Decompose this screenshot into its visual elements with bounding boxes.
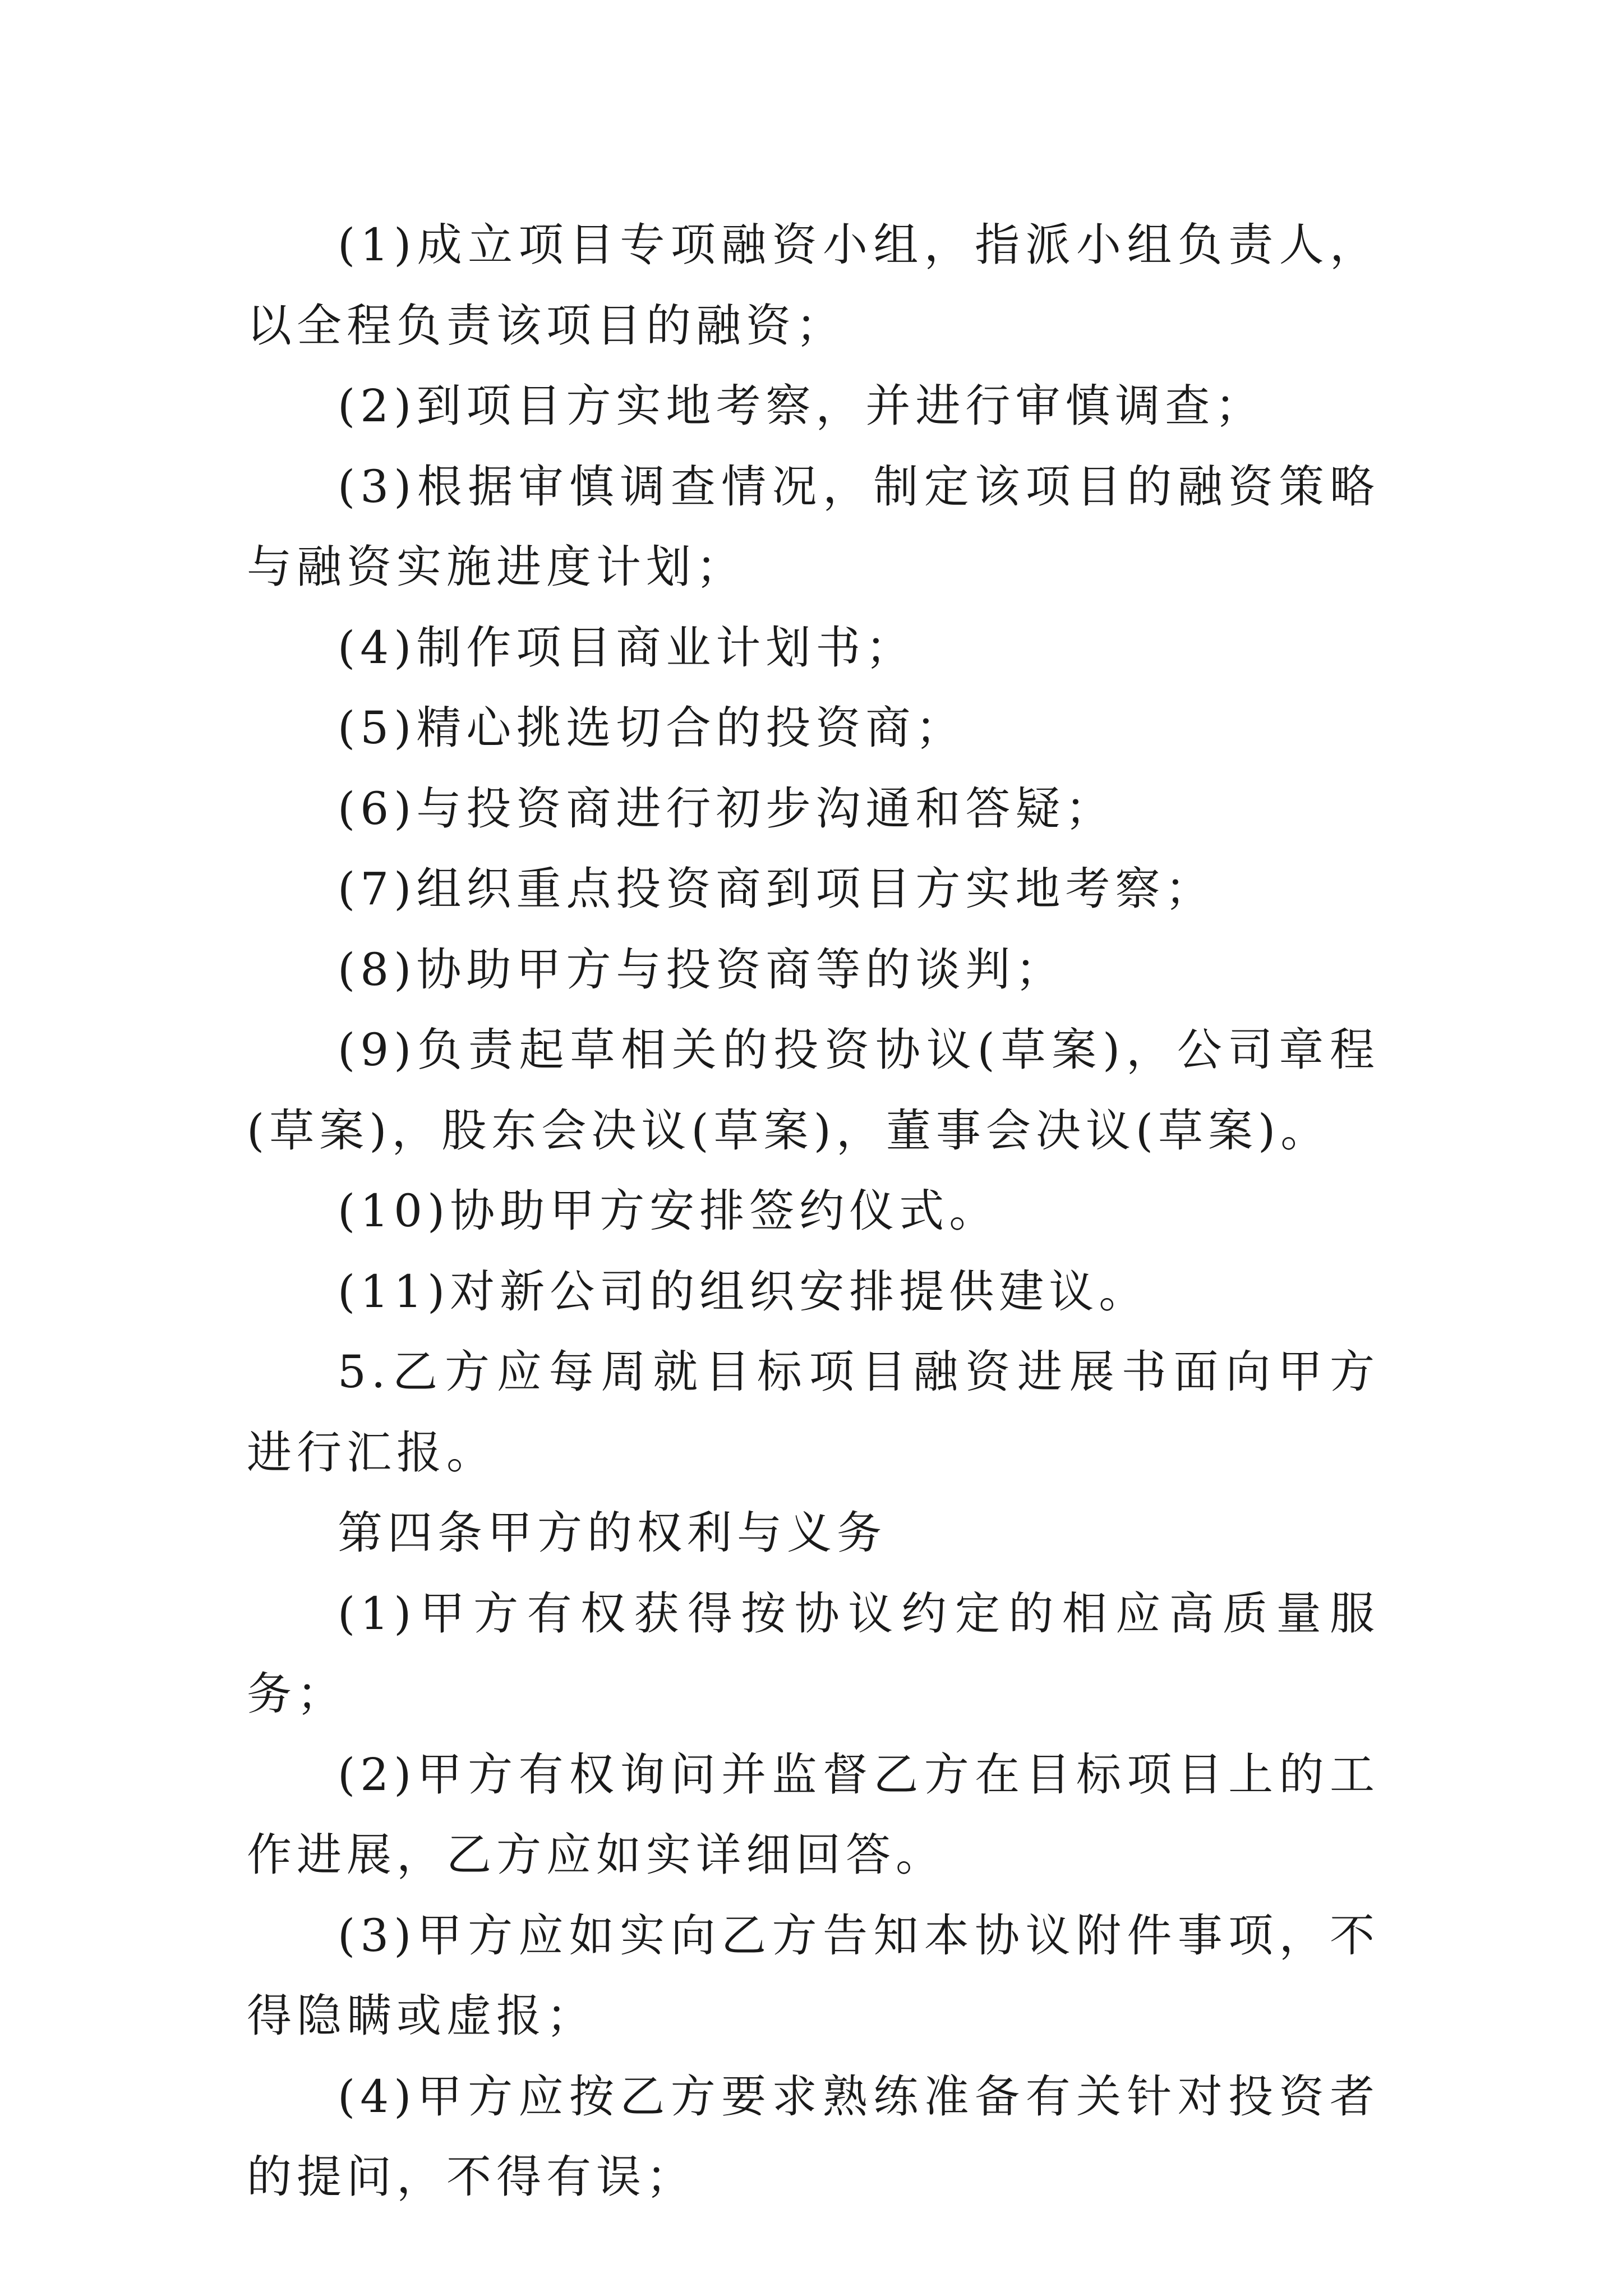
- paragraph-right-4: (4)甲方应按乙方要求熟练准备有关针对投资者的提问，不得有误；: [247, 2070, 1380, 2203]
- paragraph-item-9: (9)负责起草相关的投资协议(草案)，公司章程(草案)，股东会决议(草案)，董事会决议(草案)。: [247, 1024, 1380, 1157]
- document-body: [247, 205, 1380, 2217]
- paragraph-clause-5: 5.乙方应每周就目标项目融资进展书面向甲方进行汇报。: [247, 1346, 1380, 1479]
- paragraph-item-1: (1)成立项目专项融资小组，指派小组负责人，以全程负责该项目的融资；: [247, 219, 1380, 352]
- paragraph-item-6: (6)与投资商进行初步沟通和答疑；: [338, 782, 1115, 835]
- paragraph-item-3: (3)根据审慎调查情况，制定该项目的融资策略与融资实施进度计划；: [247, 460, 1380, 593]
- paragraph-right-2: (2)甲方有权询问并监督乙方在目标项目上的工作进展，乙方应如实详细回答。: [247, 1748, 1380, 1881]
- paragraph-item-4: (4)制作项目商业计划书；: [338, 621, 916, 674]
- paragraph-item-5: (5)精心挑选切合的投资商；: [338, 702, 966, 754]
- paragraph-item-8: (8)协助甲方与投资商等的谈判；: [338, 943, 1066, 996]
- paragraph-item-7: (7)组织重点投资商到项目方实地考察；: [338, 863, 1215, 915]
- paragraph-item-2: (2)到项目方实地考察，并进行审慎调查；: [338, 380, 1265, 432]
- paragraph-right-1: (1)甲方有权获得按协议约定的相应高质量服务；: [247, 1587, 1380, 1720]
- paragraph-item-10: (10)协助甲方安排签约仪式。: [338, 1185, 999, 1237]
- section-heading: 第四条甲方的权利与义务: [338, 1507, 887, 1559]
- paragraph-item-11: (11)对新公司的组织安排提供建议。: [338, 1265, 1149, 1318]
- paragraph-right-3: (3)甲方应如实向乙方告知本协议附件事项，不得隐瞒或虚报；: [247, 1909, 1380, 2042]
